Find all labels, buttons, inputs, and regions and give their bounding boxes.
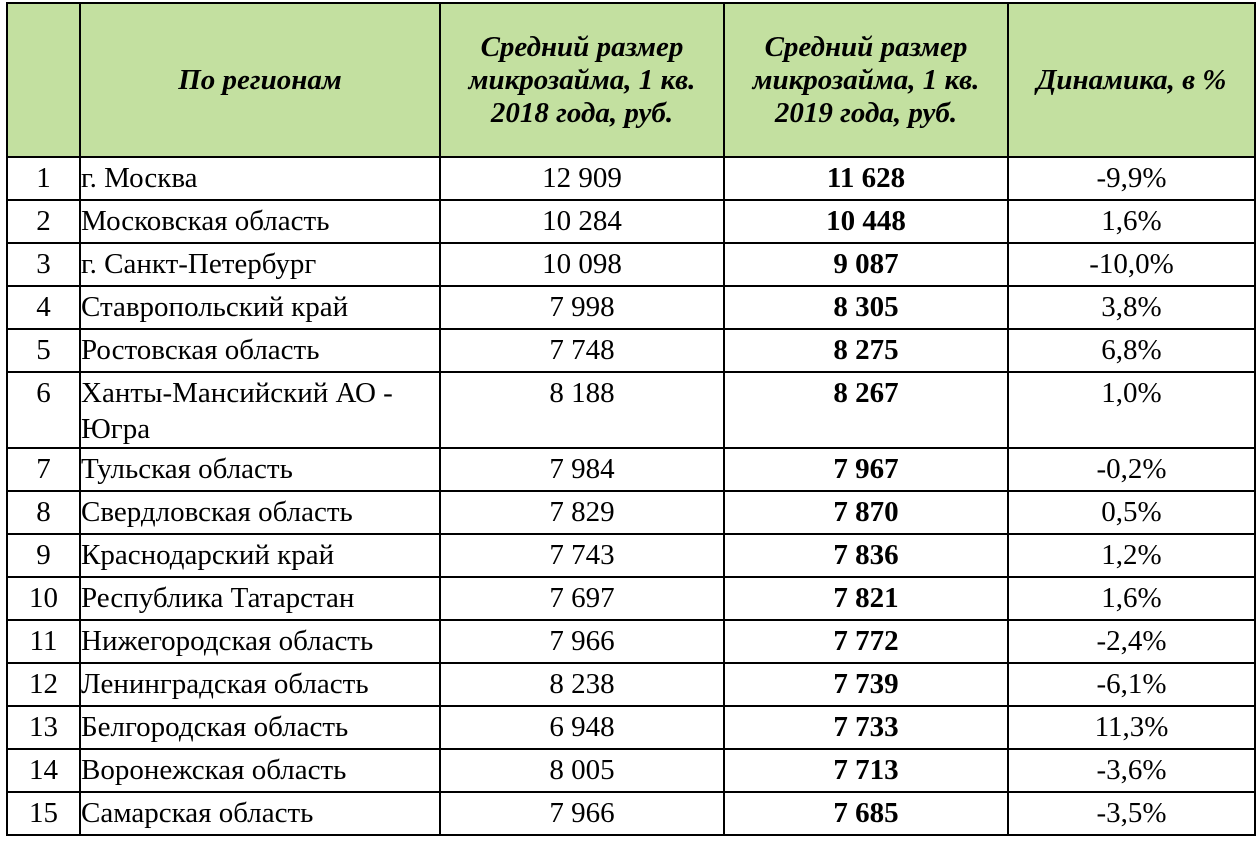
region-name: Тульская область <box>80 448 440 491</box>
row-number: 15 <box>7 792 80 835</box>
dynamics-value: 1,2% <box>1008 534 1255 577</box>
dynamics-value: 6,8% <box>1008 329 1255 372</box>
value-2018: 10 284 <box>440 200 724 243</box>
value-2019: 7 685 <box>724 792 1008 835</box>
row-number: 14 <box>7 749 80 792</box>
value-2018: 7 966 <box>440 792 724 835</box>
dynamics-value: -3,6% <box>1008 749 1255 792</box>
row-number: 7 <box>7 448 80 491</box>
row-number: 13 <box>7 706 80 749</box>
region-name: г. Санкт-Петербург <box>80 243 440 286</box>
row-number: 12 <box>7 663 80 706</box>
header-2019: Средний размер микрозайма, 1 кв. 2019 года, руб. <box>724 3 1008 157</box>
value-2018: 7 748 <box>440 329 724 372</box>
table-row <box>7 491 1255 534</box>
dynamics-value: 3,8% <box>1008 286 1255 329</box>
value-2019: 7 772 <box>724 620 1008 663</box>
region-name: Нижегородская область <box>80 620 440 663</box>
region-name: Воронежская область <box>80 749 440 792</box>
region-name: Ростовская область <box>80 329 440 372</box>
value-2018: 7 743 <box>440 534 724 577</box>
region-name: Московская область <box>80 200 440 243</box>
row-number: 9 <box>7 534 80 577</box>
row-number: 11 <box>7 620 80 663</box>
dynamics-value: -3,5% <box>1008 792 1255 835</box>
region-name: Краснодарский край <box>80 534 440 577</box>
dynamics-value: 11,3% <box>1008 706 1255 749</box>
table-row <box>7 329 1255 372</box>
table-row <box>7 157 1255 200</box>
dynamics-value: 1,6% <box>1008 200 1255 243</box>
row-number: 4 <box>7 286 80 329</box>
table-row <box>7 243 1255 286</box>
header-region: По регионам <box>80 3 440 157</box>
dynamics-value: 1,6% <box>1008 577 1255 620</box>
table-row <box>7 749 1255 792</box>
table-row <box>7 663 1255 706</box>
value-2019: 7 733 <box>724 706 1008 749</box>
header-dynamics: Динамика, в % <box>1008 3 1255 157</box>
value-2019: 7 821 <box>724 577 1008 620</box>
table-row <box>7 448 1255 491</box>
value-2018: 7 829 <box>440 491 724 534</box>
header-row <box>7 3 1255 157</box>
row-number: 2 <box>7 200 80 243</box>
dynamics-value: -2,4% <box>1008 620 1255 663</box>
value-2019: 7 739 <box>724 663 1008 706</box>
region-name: г. Москва <box>80 157 440 200</box>
region-name: Республика Татарстан <box>80 577 440 620</box>
region-name: Белгородская область <box>80 706 440 749</box>
value-2019: 7 836 <box>724 534 1008 577</box>
table-row <box>7 792 1255 835</box>
dynamics-value: -9,9% <box>1008 157 1255 200</box>
value-2019: 8 305 <box>724 286 1008 329</box>
value-2018: 6 948 <box>440 706 724 749</box>
header-num <box>7 3 80 157</box>
dynamics-value: -10,0% <box>1008 243 1255 286</box>
value-2018: 7 966 <box>440 620 724 663</box>
table-header <box>7 3 1255 157</box>
table-row <box>7 706 1255 749</box>
value-2018: 8 238 <box>440 663 724 706</box>
table-row <box>7 286 1255 329</box>
row-number: 8 <box>7 491 80 534</box>
table-row <box>7 620 1255 663</box>
value-2018: 10 098 <box>440 243 724 286</box>
value-2019: 7 713 <box>724 749 1008 792</box>
table-body <box>7 157 1255 835</box>
region-name: Ленинградская область <box>80 663 440 706</box>
row-number: 5 <box>7 329 80 372</box>
dynamics-value: -6,1% <box>1008 663 1255 706</box>
value-2019: 8 267 <box>724 372 1008 448</box>
value-2018: 7 697 <box>440 577 724 620</box>
value-2018: 7 998 <box>440 286 724 329</box>
dynamics-value: 0,5% <box>1008 491 1255 534</box>
row-number: 6 <box>7 372 80 448</box>
row-number: 1 <box>7 157 80 200</box>
value-2018: 12 909 <box>440 157 724 200</box>
table-row <box>7 577 1255 620</box>
region-name: Ханты-Мансийский АО - Югра <box>80 372 440 448</box>
table-row <box>7 534 1255 577</box>
region-name: Свердловская область <box>80 491 440 534</box>
value-2018: 8 188 <box>440 372 724 448</box>
value-2019: 10 448 <box>724 200 1008 243</box>
value-2018: 8 005 <box>440 749 724 792</box>
dynamics-value: -0,2% <box>1008 448 1255 491</box>
region-name: Самарская область <box>80 792 440 835</box>
value-2019: 7 870 <box>724 491 1008 534</box>
table-row <box>7 200 1255 243</box>
table-container <box>6 2 1254 836</box>
value-2019: 11 628 <box>724 157 1008 200</box>
value-2019: 9 087 <box>724 243 1008 286</box>
region-name: Ставропольский край <box>80 286 440 329</box>
header-2018: Средний размер микрозайма, 1 кв. 2018 года, руб. <box>440 3 724 157</box>
value-2019: 7 967 <box>724 448 1008 491</box>
row-number: 3 <box>7 243 80 286</box>
table-row <box>7 372 1255 448</box>
value-2018: 7 984 <box>440 448 724 491</box>
dynamics-value: 1,0% <box>1008 372 1255 448</box>
microloan-table <box>6 2 1256 836</box>
value-2019: 8 275 <box>724 329 1008 372</box>
row-number: 10 <box>7 577 80 620</box>
